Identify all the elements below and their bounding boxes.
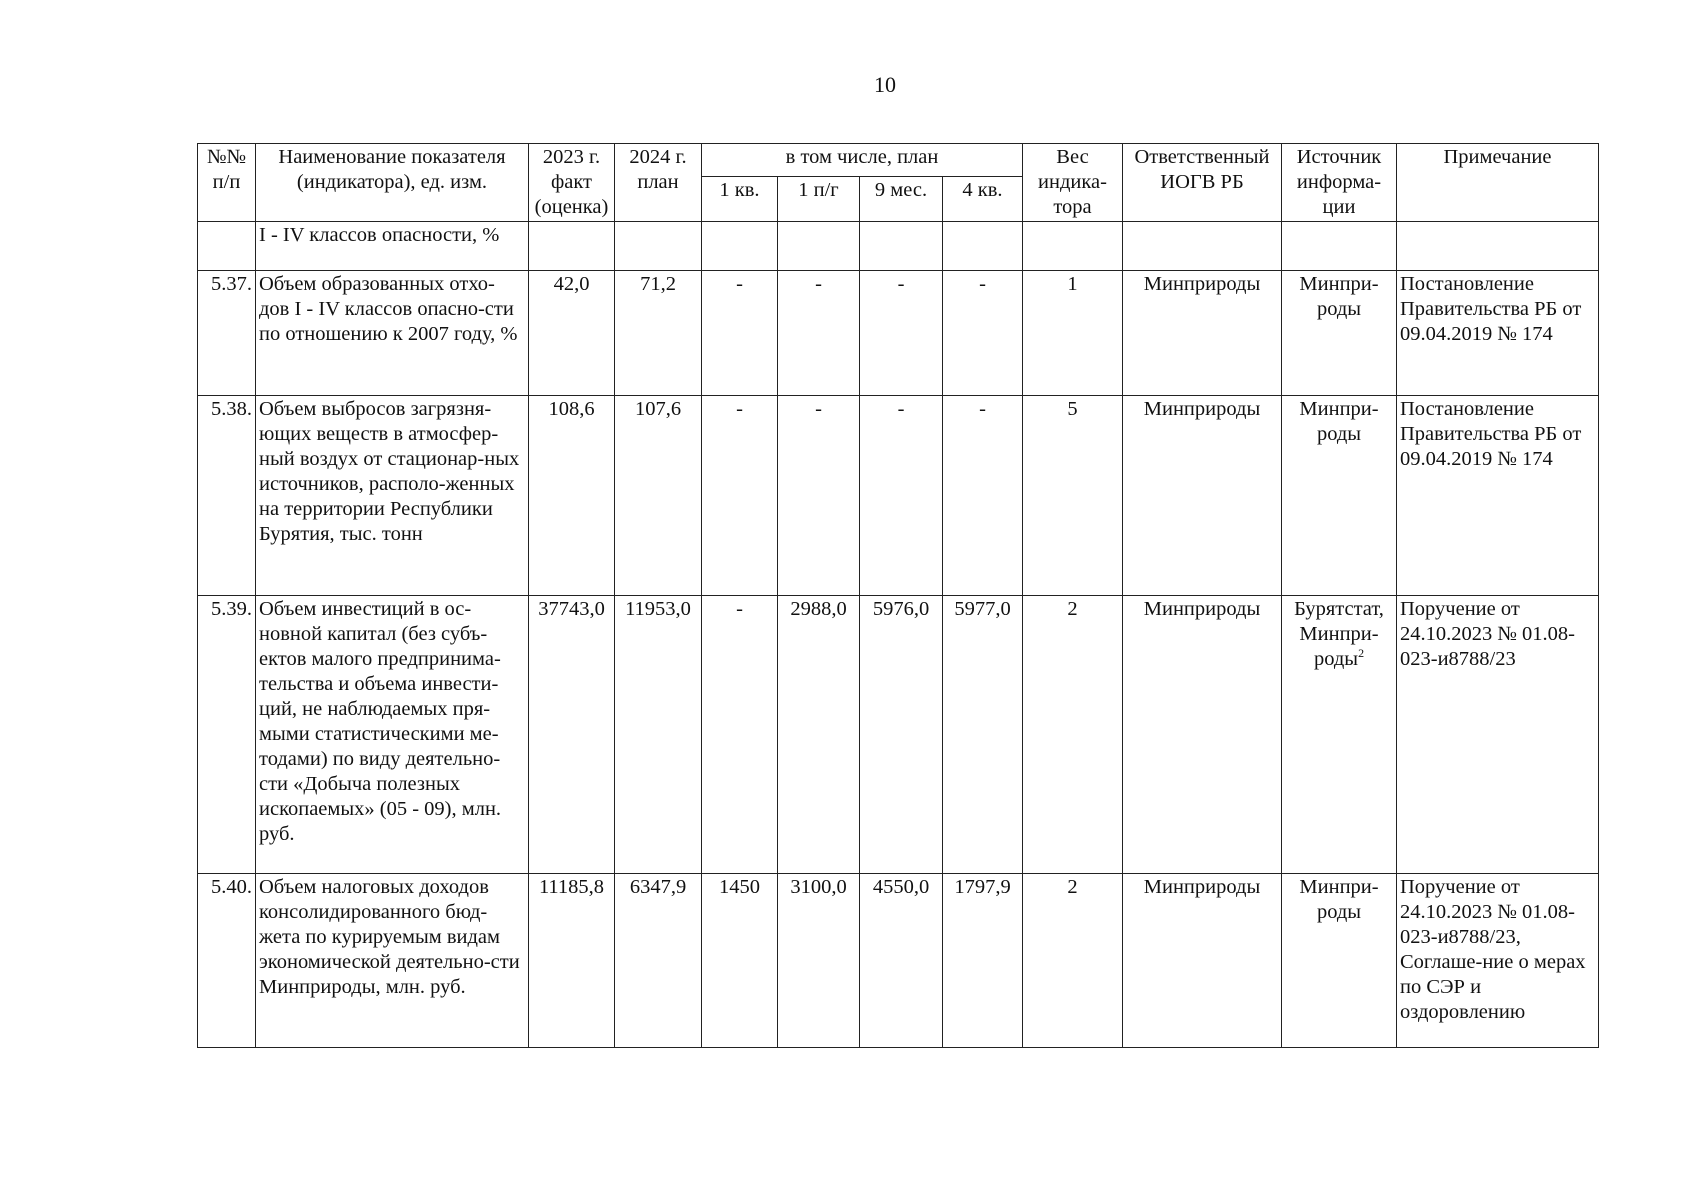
cell-2024: 71,2 [615,271,702,396]
table-row [198,874,1599,1048]
table-row [198,222,1599,271]
cell-responsible: Минприроды [1123,874,1282,1048]
cell-weight: 2 [1023,596,1123,874]
cell-note [1397,222,1599,271]
indicators-table [197,143,1599,1048]
header-num: №№ п/п [198,144,256,222]
cell-name: Объем выбросов загрязня-ющих веществ в атмосфер-ный воздух от стационар-ных источников, располо-женных на территории Республики Бурятия, тыс. тонн [256,396,529,596]
cell-2023: 11185,8 [529,874,615,1048]
cell-source [1282,596,1397,874]
cell-2023: 37743,0 [529,596,615,874]
header-name: Наименование показателя (индикатора), ед. изм. [256,144,529,222]
header-note: Примечание [1397,144,1599,222]
header-q1: 1 кв. [702,176,778,221]
cell-note: Поручение от 24.10.2023 № 01.08-023-и8788/23 [1397,596,1599,874]
header-plan-group: в том числе, план [702,144,1023,177]
cell-m9 [860,222,943,271]
header-2023: 2023 г. факт (оценка) [529,144,615,222]
cell-q4: 5977,0 [943,596,1023,874]
cell-2024: 107,6 [615,396,702,596]
cell-h1: 3100,0 [778,874,860,1048]
cell-responsible [1123,222,1282,271]
header-source: Источник информа-ции [1282,144,1397,222]
cell-num: 5.40. [198,874,256,1048]
cell-q1 [702,222,778,271]
cell-source: Минпри-роды [1282,271,1397,396]
cell-q1: - [702,596,778,874]
header-m9: 9 мес. [860,176,943,221]
cell-2023: 42,0 [529,271,615,396]
cell-q4 [943,222,1023,271]
table-row [198,271,1599,396]
cell-q4: - [943,396,1023,596]
cell-2024: 6347,9 [615,874,702,1048]
page-number: 10 [874,72,896,97]
cell-q4: 1797,9 [943,874,1023,1048]
cell-responsible: Минприроды [1123,596,1282,874]
cell-responsible: Минприроды [1123,271,1282,396]
cell-note: Постановление Правительства РБ от 09.04.2019 № 174 [1397,271,1599,396]
cell-name: Объем инвестиций в ос-новной капитал (без субъ-ектов малого предпринима-тельства и объема инвести-ций, не наблюдаемых пря-мыми статистическими ме-тодами) по виду деятельно-сти «Добыча полезных ископаемых» (05 - 09), млн. руб. [256,596,529,874]
cell-note: Постановление Правительства РБ от 09.04.2019 № 174 [1397,396,1599,596]
header-responsible: Ответственный ИОГВ РБ [1123,144,1282,222]
cell-source: Минпри-роды [1282,396,1397,596]
cell-2023: 108,6 [529,396,615,596]
cell-name: I - IV классов опасности, % [256,222,529,271]
table-row [198,596,1599,874]
cell-source: Минпри-роды [1282,874,1397,1048]
cell-h1 [778,222,860,271]
cell-num: 5.37. [198,271,256,396]
cell-q1: - [702,396,778,596]
cell-q4: - [943,271,1023,396]
cell-h1: - [778,396,860,596]
cell-num: 5.39. [198,596,256,874]
header-q4: 4 кв. [943,176,1023,221]
cell-source [1282,222,1397,271]
cell-name: Объем налоговых доходов консолидированного бюд-жета по курируемым видам экономической деятельно-сти Минприроды, млн. руб. [256,874,529,1048]
cell-2023 [529,222,615,271]
cell-h1: - [778,271,860,396]
cell-name: Объем образованных отхо-дов I - IV классов опасно-сти по отношению к 2007 году, % [256,271,529,396]
cell-m9: 5976,0 [860,596,943,874]
cell-2024 [615,222,702,271]
header-weight: Вес индика-тора [1023,144,1123,222]
source-text: Бурятстат, Минпри-роды [1294,598,1384,670]
header-h1: 1 п/г [778,176,860,221]
header-2024: 2024 г. план [615,144,702,222]
header-row [198,144,1599,177]
cell-note: Поручение от 24.10.2023 № 01.08-023-и8788/23, Соглаше-ние о мерах по СЭР и оздоровлению [1397,874,1599,1048]
table-row [198,396,1599,596]
cell-m9: - [860,396,943,596]
cell-weight [1023,222,1123,271]
footnote-marker: 2 [1358,646,1365,661]
cell-num: 5.38. [198,396,256,596]
cell-q1: 1450 [702,874,778,1048]
cell-responsible: Минприроды [1123,396,1282,596]
cell-m9: 4550,0 [860,874,943,1048]
cell-m9: - [860,271,943,396]
cell-weight: 2 [1023,874,1123,1048]
cell-weight: 1 [1023,271,1123,396]
cell-h1: 2988,0 [778,596,860,874]
cell-num [198,222,256,271]
cell-weight: 5 [1023,396,1123,596]
cell-2024: 11953,0 [615,596,702,874]
cell-q1: - [702,271,778,396]
